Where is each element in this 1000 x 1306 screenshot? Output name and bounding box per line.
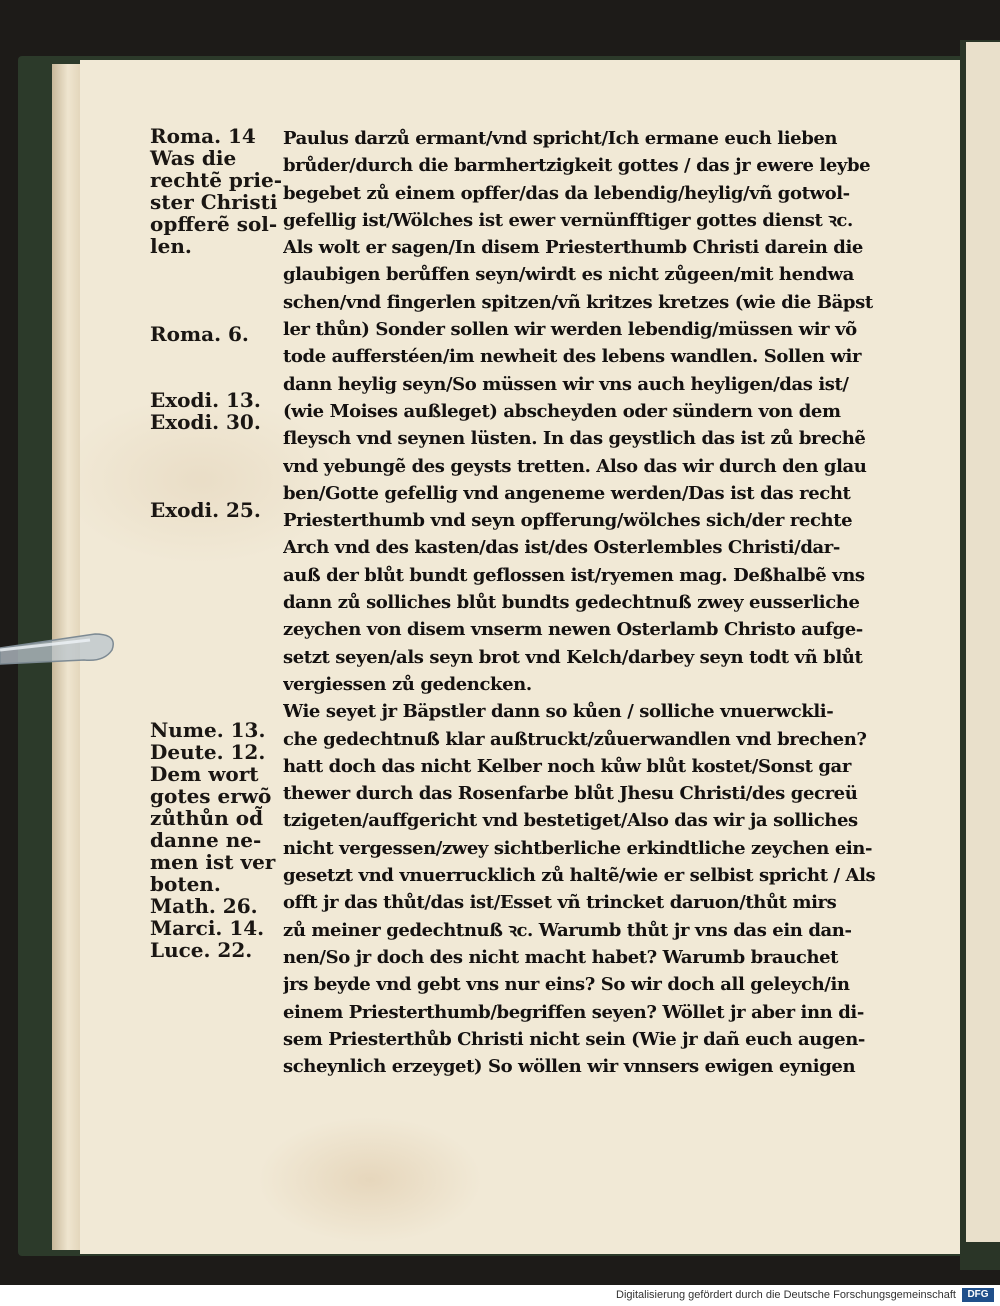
margin-note (150, 631, 255, 653)
text-line: zeychen von disem vnserm newen Osterlamb Christo aufge- (283, 619, 863, 641)
margin-note: rechtẽ prie- (150, 168, 283, 192)
text-line: sem Priesterthůb Christi nicht sein (Wie jr dañ euch augen- (283, 1028, 865, 1050)
margin-note (150, 279, 255, 301)
margin-note: danne ne- (150, 828, 262, 852)
text-line: fleysch vnd seynen lüsten. In das geystlich das ist zů brechẽ (283, 428, 866, 450)
footer-bar (0, 1286, 1000, 1306)
margin-notes (150, 124, 283, 962)
main-text-block (283, 125, 883, 1080)
text-line: begebet zů einem opffer/das da lebendig/heylig/vñ gotwol- (283, 182, 850, 204)
text-line: dann zů solliches blůt bundts gedechtnuß zwey eusserliche (283, 592, 860, 614)
margin-note: Math. 26. (150, 894, 258, 918)
text-line: thewer durch das Rosenfarbe blůt Jhesu Christi/des gecreü (283, 783, 858, 805)
margin-note: Was die (150, 146, 237, 170)
text-line: Als wolt er sagen/In disem Priesterthumb Christi darein die (283, 237, 863, 259)
margin-note: Exodi. 30. (150, 410, 261, 434)
text-line: dann heylig seyn/So müssen wir vns auch heyligen/das ist/ (283, 373, 849, 395)
text-line: vergiessen zů gedencken. (283, 673, 532, 695)
text-line: zů meiner gedechtnuß ꝛc. Warumb thůt jr vns das ein dan- (283, 919, 852, 941)
text-line: auß der blůt bundt geflossen ist/ryemen mag. Deßhalbẽ vns (283, 564, 865, 586)
margin-note (150, 653, 255, 675)
margin-note: Deute. 12. (150, 740, 266, 764)
margin-note: Roma. 6. (150, 322, 249, 346)
text-line: (wie Moises außleget) abscheyden oder sündern von dem (283, 400, 841, 422)
margin-note: Roma. 14 (150, 124, 256, 148)
margin-note: ster Christi (150, 190, 278, 214)
margin-note: men ist ver (150, 850, 276, 874)
text-line: ler thůn) Sonder sollen wir werden lebendig/müssen wir võ (283, 319, 857, 341)
margin-note (150, 301, 255, 323)
margin-note: Marci. 14. (150, 916, 265, 940)
margin-note: len. (150, 234, 192, 258)
text-line: vnd yebungẽ des geysts tretten. Also das wir durch den glau (283, 455, 867, 477)
margin-note: zůthůn od̃ (150, 806, 264, 830)
text-line: offt jr das thůt/das ist/Esset vñ trincket daruon/thůt mirs (283, 892, 837, 914)
text-line: jrs beyde vnd gebt vns nur eins? So wir doch all geleych/in (283, 974, 850, 996)
margin-note (150, 565, 255, 587)
text-line: glaubigen berůffen seyn/wirdt es nicht zůgeen/mit hendwa (283, 264, 854, 286)
text-line: brůder/durch die barmhertzigkeit gottes / das jr ewere leybe (283, 155, 871, 177)
text-line: Wie seyet jr Bäpstler dann so kůen / solliche vnuerwckli- (283, 701, 834, 723)
margin-note (150, 609, 255, 631)
text-line: tzigeten/auffgericht vnd bestetiget/Also das wir ja solliches (283, 810, 858, 832)
footer-credit: Digitalisierung gefördert durch die Deutsche Forschungsgemeinschaft (616, 1289, 956, 1301)
margin-note (150, 477, 255, 499)
margin-note: Exodi. 13. (150, 388, 261, 412)
margin-note: boten. (150, 872, 221, 896)
text-line: nen/So jr doch des nicht macht habet? Warumb brauchet (283, 946, 839, 968)
margin-note: opfferẽ sol- (150, 212, 278, 236)
dfg-logo: DFG (962, 1288, 994, 1302)
text-line: ben/Gotte gefellig vnd angeneme werden/Das ist das recht (283, 482, 851, 504)
text-line: Priesterthumb vnd seyn opfferung/wölches sich/der rechte (283, 510, 853, 532)
margin-note (150, 521, 255, 543)
margin-note (150, 345, 255, 367)
margin-note: Luce. 22. (150, 938, 253, 962)
text-line: Arch vnd des kasten/das ist/des Osterlembles Christi/dar- (283, 537, 840, 559)
text-line: gesetzt vnd vnuerrucklich zů haltẽ/wie er selbist spricht / Als (283, 865, 876, 887)
text-line: schen/vnd fingerlen spitzen/vñ kritzes kretzes (wie die Bäpst (283, 291, 873, 313)
margin-note (150, 543, 255, 565)
margin-note (150, 587, 255, 609)
text-line: hatt doch das nicht Kelber noch kůw blůt kostet/Sonst gar (283, 755, 851, 777)
text-line: setzt seyen/als seyn brot vnd Kelch/darbey seyn todt vñ blůt (283, 646, 863, 668)
facing-page-edge (966, 42, 1000, 1242)
margin-note (150, 433, 255, 455)
margin-note: Dem wort (150, 762, 259, 786)
margin-note: Exodi. 25. (150, 498, 261, 522)
text-line: nicht vergessen/zwey sichtberliche erkindtliche zeychen ein- (283, 837, 873, 859)
text-line: tode aufferstéen/im newheit des lebens wandlen. Sollen wir (283, 346, 862, 368)
margin-note: gotes erwõ (150, 784, 272, 808)
margin-note: Nume. 13. (150, 718, 266, 742)
margin-note (150, 675, 255, 697)
text-line: einem Priesterthumb/begriffen seyen? Wöllet jr aber inn di- (283, 1001, 864, 1023)
text-line: gefellig ist/Wölches ist ewer vernünfftiger gottes dienst ꝛc. (283, 209, 853, 231)
text-line: che gedechtnuß klar außtruckt/zůuerwandlen vnd brechen? (283, 728, 867, 750)
text-line: Paulus darzů ermant/vnd spricht/Ich ermane euch lieben (283, 128, 838, 149)
margin-note (150, 367, 255, 389)
margin-note (150, 697, 255, 719)
pointer-stick (0, 620, 120, 670)
text-line: scheynlich erzeyget) So wöllen wir vnnsers ewigen eynigen (283, 1056, 856, 1078)
margin-note (150, 455, 255, 477)
margin-note (150, 257, 255, 279)
